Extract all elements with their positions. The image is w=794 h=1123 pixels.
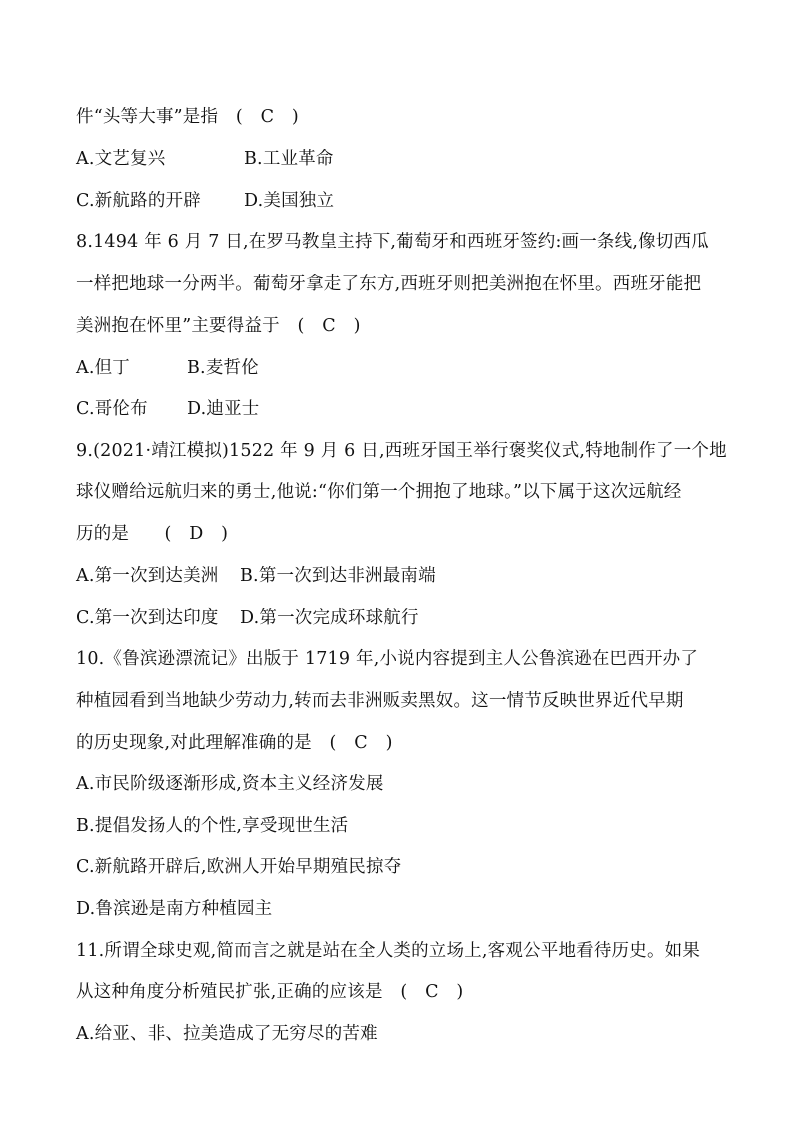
q9-option-b: B.第一次到达非洲最南端: [240, 566, 436, 586]
q9-option-c: C.第一次到达印度: [76, 608, 219, 628]
q10-stem-line-2: 种植园看到当地缺少劳动力,转而去非洲贩卖黑奴。这一情节反映世界近代早期: [76, 691, 684, 711]
q11-stem-line-1: 11.所谓全球史观,简而言之就是站在全人类的立场上,客观公平地看待历史。如果: [76, 941, 701, 961]
q8-stem-line-3: 美洲抱在怀里”主要得益于 ( C ): [76, 316, 361, 336]
q7-stem-end: 件“头等大事”是指 ( C ): [76, 107, 299, 127]
q7-option-a: A.文艺复兴: [76, 149, 166, 169]
q10-option-c: C.新航路开辟后,欧洲人开始早期殖民掠夺: [76, 857, 402, 877]
q8-option-c: C.哥伦布: [76, 399, 148, 419]
q9-stem-line-3: 历的是 ( D ): [76, 524, 229, 544]
q9-stem-line-2: 球仪赠给远航归来的勇士,他说:“你们第一个拥抱了地球。”以下属于这次远航经: [76, 482, 682, 502]
q8-option-b: B.麦哲伦: [187, 358, 259, 378]
q9-option-d: D.第一次完成环球航行: [240, 608, 419, 628]
q11-option-a: A.给亚、非、拉美造成了无穷尽的苦难: [76, 1024, 378, 1044]
q9-option-a: A.第一次到达美洲: [76, 566, 219, 586]
q8-stem-line-2: 一样把地球一分两半。葡萄牙拿走了东方,西班牙则把美洲抱在怀里。西班牙能把: [76, 274, 702, 294]
q11-stem-line-2: 从这种角度分析殖民扩张,正确的应该是 ( C ): [76, 982, 464, 1002]
q10-option-b: B.提倡发扬人的个性,享受现世生活: [76, 816, 349, 836]
q10-option-d: D.鲁滨逊是南方种植园主: [76, 899, 273, 919]
q9-stem-line-1: 9.(2021·靖江模拟)1522 年 9 月 6 日,西班牙国王举行褒奖仪式,特地制作了一个地: [76, 441, 727, 461]
q8-stem-line-1: 8.1494 年 6 月 7 日,在罗马教皇主持下,葡萄牙和西班牙签约:画一条线,像切西瓜: [76, 232, 709, 252]
q7-option-b: B.工业革命: [244, 149, 334, 169]
q10-option-a: A.市民阶级逐渐形成,资本主义经济发展: [76, 774, 384, 794]
q7-option-d: D.美国独立: [244, 191, 335, 211]
q8-option-d: D.迪亚士: [187, 399, 260, 419]
q7-option-c: C.新航路的开辟: [76, 191, 201, 211]
q10-stem-line-3: 的历史现象,对此理解准确的是 ( C ): [76, 733, 393, 753]
q10-stem-line-1: 10.《鲁滨逊漂流记》出版于 1719 年,小说内容提到主人公鲁滨逊在巴西开办了: [76, 649, 699, 669]
q8-option-a: A.但丁: [76, 358, 131, 378]
